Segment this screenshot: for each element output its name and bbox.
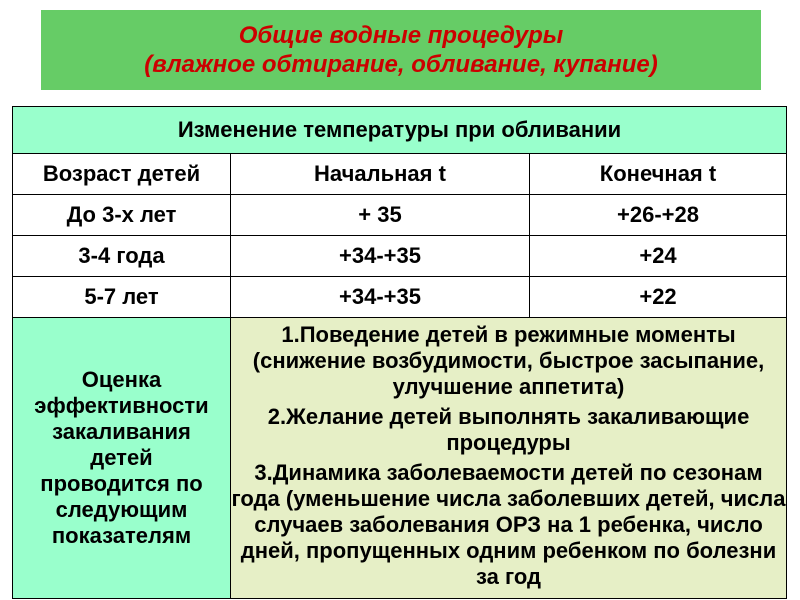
table-row [13, 236, 787, 277]
cell-age: 3-4 года [13, 236, 231, 277]
evaluation-criteria [231, 318, 787, 599]
column-header-start-temp: Начальная t [231, 154, 530, 195]
column-header-age: Возраст детей [13, 154, 231, 195]
evaluation-label-line: показателям [51, 523, 192, 548]
table-heading-row [13, 107, 787, 154]
column-header-row [13, 154, 787, 195]
cell-start-temp: + 35 [231, 195, 530, 236]
cell-start-temp: +34-+35 [231, 277, 530, 318]
evaluation-label-line: детей [90, 445, 153, 470]
cell-age: 5-7 лет [13, 277, 231, 318]
title-banner [41, 10, 761, 90]
cell-age: До 3-х лет [13, 195, 231, 236]
cell-end-temp: +22 [530, 277, 787, 318]
title-line-1: Общие водные процедуры [238, 22, 564, 49]
evaluation-row [13, 318, 787, 599]
evaluation-label-line: эффективности [34, 393, 209, 418]
table-row [13, 277, 787, 318]
cell-start-temp: +34-+35 [231, 236, 530, 277]
evaluation-label-line: закаливания [52, 419, 191, 444]
criterion-item: 1.Поведение детей в режимные моменты (снижение возбудимости, быстрое засыпание, улучшение аппетита) [252, 322, 765, 399]
table-row [13, 195, 787, 236]
column-header-end-temp: Конечная t [530, 154, 787, 195]
cell-end-temp: +24 [530, 236, 787, 277]
cell-end-temp: +26-+28 [530, 195, 787, 236]
criterion-item: 3.Динамика заболеваемости детей по сезонам года (уменьшение числа заболевших детей, числа случаев заболевания ОРЗ на 1 ребенка, число дней, пропущенных одним ребенком по болезни за год [231, 460, 786, 589]
title-line-2: (влажное обтирание, обливание, купание) [144, 51, 658, 78]
evaluation-label [13, 318, 231, 599]
criterion-item: 2.Желание детей выполнять закаливающие процедуры [267, 404, 750, 455]
table-heading: Изменение температуры при обливании [13, 107, 787, 154]
evaluation-label-line: Оценка [81, 367, 162, 392]
evaluation-label-line: следующим [55, 497, 188, 522]
evaluation-label-line: проводится по [40, 471, 203, 496]
temperature-table [12, 106, 787, 599]
